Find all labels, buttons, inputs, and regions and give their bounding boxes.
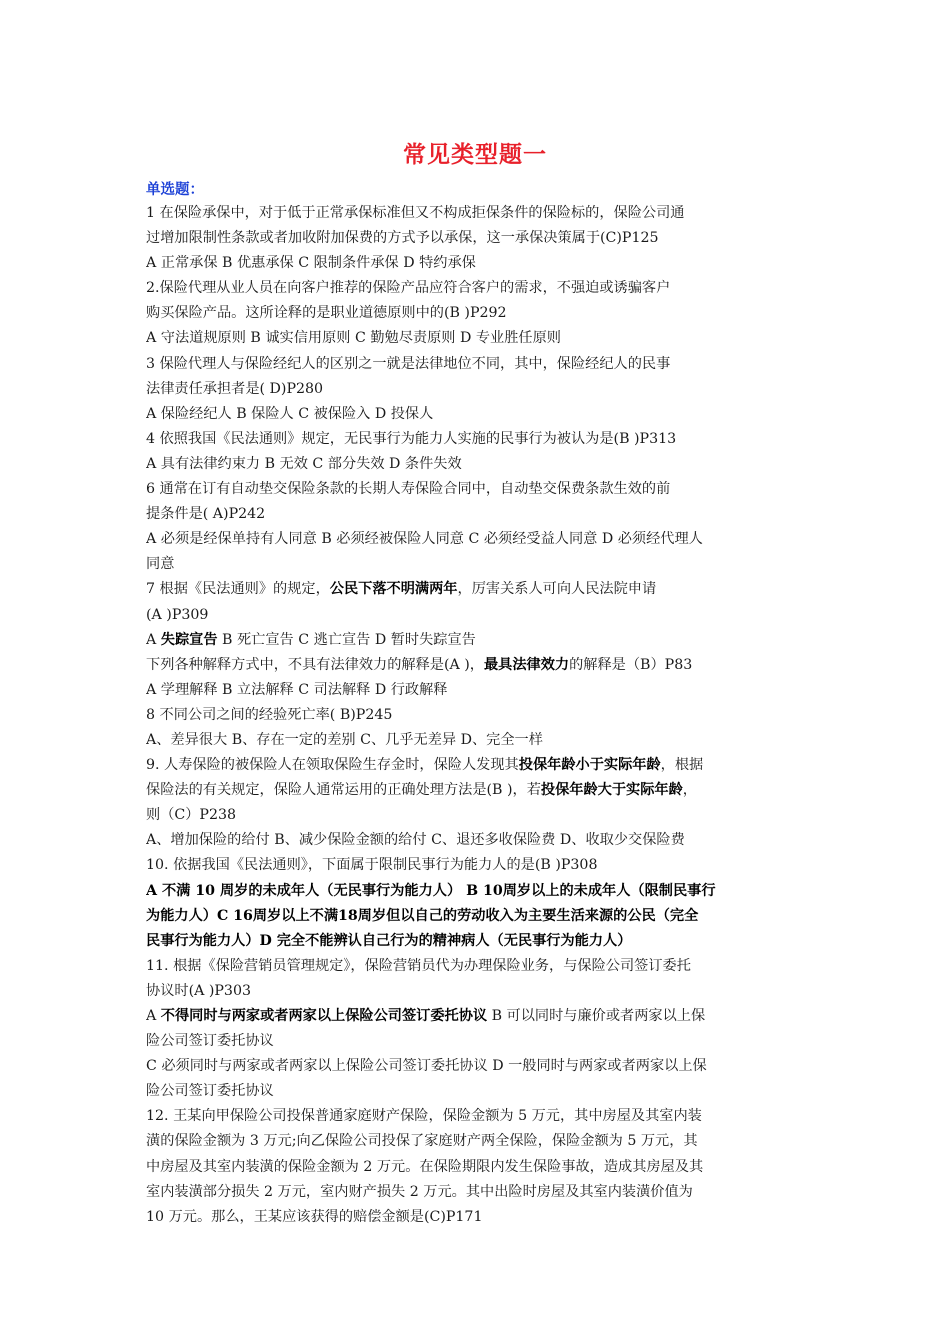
text-line [146, 477, 810, 502]
text-line [146, 502, 810, 527]
text-run: A 正常承保 B 优惠承保 C 限制条件承保 D 特约承保 [146, 255, 476, 272]
text-run: 10 万元。那么，王某应该获得的赔偿金额是(C)P171 [146, 1208, 483, 1225]
text-line [146, 778, 810, 803]
text-run: 下列各种解释方式中，不具有法律效力的解释是(A )， [146, 656, 484, 673]
text-line [146, 226, 810, 251]
text-line [146, 653, 810, 678]
bold-text: 民事行为能力人）D 完全不能辨认自己行为的精神病人（无民事行为能力人） [146, 932, 632, 949]
text-run: A 必须是经保单持有人同意 B 必须经被保险人同意 C 必须经受益人同意 D 必须经代理人 [146, 531, 703, 548]
bold-text: 失踪宣告 [160, 631, 218, 648]
text-run: 的解释是（B）P83 [569, 656, 693, 673]
text-run: A [146, 631, 161, 648]
text-line [146, 954, 810, 979]
text-run: 潢的保险金额为 3 万元;向乙保险公司投保了家庭财产两全保险，保险金额为 5 万元，其 [146, 1133, 698, 1150]
text-line [146, 1054, 810, 1079]
text-line [146, 879, 810, 904]
text-line [146, 753, 810, 778]
text-run: 3 保险代理人与保险经纪人的区别之一就是法律地位不同，其中，保险经纪人的民事 [146, 355, 671, 372]
text-run: 1 在保险承保中，对于低于正常承保标准但又不构成拒保条件的保险标的，保险公司通 [146, 205, 685, 221]
text-line [146, 803, 810, 828]
text-run: A 守法道规原则 B 诚实信用原则 C 勤勉尽责原则 D 专业胜任原则 [146, 330, 561, 347]
text-line [146, 452, 810, 477]
text-run: 险公司签订委托协议 [146, 1083, 274, 1100]
text-line [146, 577, 810, 602]
text-run: 过增加限制性条款或者加收附加保费的方式予以承保，这一承保决策属于(C)P125 [146, 230, 659, 247]
text-line [146, 904, 810, 929]
text-line [146, 326, 810, 351]
text-run: (A )P309 [146, 606, 209, 623]
text-run: 12. 王某向甲保险公司投保普通家庭财产保险，保险金额为 5 万元，其中房屋及其室内装 [146, 1108, 702, 1125]
text-run: B 可以同时与廉价或者两家以上保 [487, 1008, 706, 1024]
text-line [146, 201, 810, 226]
text-run: 7 根据《民法通则》的规定， [146, 581, 330, 598]
text-line [146, 527, 810, 552]
text-line [146, 427, 810, 452]
text-line [146, 603, 810, 628]
text-run: 10. 依据我国《民法通则》，下面属于限制民事行为能力人的是(B )P308 [146, 857, 598, 874]
text-line [146, 377, 810, 402]
text-run: A [146, 1008, 161, 1024]
text-run: 协议时(A )P303 [146, 982, 252, 999]
text-line [146, 628, 810, 653]
text-line [146, 728, 810, 753]
bold-text: 最具法律效力 [483, 656, 570, 673]
text-line [146, 828, 810, 853]
text-run: 提条件是( A)P242 [146, 506, 266, 523]
text-line [146, 552, 810, 577]
text-run: A、增加保险的给付 B、减少保险金额的给付 C、退还多收保险费 D、收取少交保险费 [146, 832, 685, 849]
text-run: 8 不同公司之间的经验死亡率( B)P245 [146, 706, 393, 723]
text-line [146, 1029, 810, 1054]
bold-text: 公民下落不明满两年 [329, 581, 458, 598]
text-run: 中房屋及其室内装潢的保险金额为 2 万元。在保险期限内发生保险事故，造成其房屋及其 [146, 1158, 704, 1175]
text-line [146, 251, 810, 276]
text-line [146, 853, 810, 878]
text-line [146, 1079, 810, 1104]
text-line [146, 929, 810, 954]
text-line [146, 352, 810, 377]
text-run: 法律责任承担者是( D)P280 [146, 380, 324, 397]
text-run: 2.保险代理从业人员在向客户推荐的保险产品应符合客户的需求，不强迫或诱骗客户 [146, 280, 671, 297]
text-run: 9. 人寿保险的被保险人在领取保险生存金时，保险人发现其 [146, 757, 519, 774]
text-run: A 具有法律约束力 B 无效 C 部分失效 D 条件失效 [146, 455, 462, 472]
text-run: 11. 根据《保险营销员管理规定》，保险营销员代为办理保险业务，与保险公司签订委托 [146, 957, 691, 974]
text-line [146, 301, 810, 326]
text-run: 室内装潢部分损失 2 万元，室内财产损失 2 万元。其中出险时房屋及其室内装潢价值为 [146, 1183, 693, 1200]
text-line [146, 703, 810, 728]
text-line [146, 1205, 810, 1230]
text-run: ， [682, 782, 697, 799]
text-run: 则（C）P238 [146, 807, 237, 824]
bold-text: 投保年龄小于实际年龄 [518, 757, 661, 774]
text-line [146, 1155, 810, 1180]
text-run: 购买保险产品。这所诠释的是职业道德原则中的(B )P292 [146, 305, 507, 322]
text-run: 同意 [146, 556, 175, 573]
text-line [146, 276, 810, 301]
text-run: A 学理解释 B 立法解释 C 司法解释 D 行政解释 [146, 681, 448, 698]
text-run: A 保险经纪人 B 保险人 C 被保险入 D 投保人 [146, 405, 434, 422]
text-run: ，厉害关系人可向人民法院申请 [457, 581, 657, 598]
text-line [146, 1004, 810, 1029]
text-run: C 必须同时与两家或者两家以上保险公司签订委托协议 D 一般同时与两家或者两家以上保 [146, 1058, 707, 1075]
text-run: 保险法的有关规定，保险人通常运用的正确处理方法是(B )，若 [146, 782, 541, 799]
question-body [146, 201, 810, 1230]
text-line [146, 1180, 810, 1205]
text-run: B 死亡宣告 C 逃亡宣告 D 暂时失踪宣告 [217, 631, 476, 648]
text-line [146, 979, 810, 1004]
text-line [146, 402, 810, 427]
text-line [146, 678, 810, 703]
document-title: 常见类型题一 [403, 141, 547, 168]
text-line [146, 1104, 810, 1129]
bold-text: 投保年龄大于实际年龄 [540, 782, 683, 799]
bold-text: 为能力人）C 16周岁以上不满18周岁但以自己的劳动收入为主要生活来源的公民（完全 [146, 907, 699, 924]
text-line [146, 1129, 810, 1154]
text-run: 4 依照我国《民法通则》规定，无民事行为能力人实施的民事行为被认为是(B )P313 [146, 430, 677, 447]
bold-text: 不得同时与两家或者两家以上保险公司签订委托协议 [160, 1008, 488, 1024]
bold-text: A 不满 10 周岁的未成年人（无民事行为能力人） B 10周岁以上的未成年人（限制民事行 [146, 882, 716, 899]
text-run: ，根据 [660, 757, 704, 774]
text-run: A、差异很大 B、存在一定的差别 C、几乎无差异 D、完全一样 [146, 731, 543, 748]
text-run: 险公司签订委托协议 [146, 1033, 274, 1050]
section-heading: 单选题： [146, 181, 204, 198]
text-run: 6 通常在订有自动垫交保险条款的长期人寿保险合同中，自动垫交保费条款生效的前 [146, 481, 671, 498]
